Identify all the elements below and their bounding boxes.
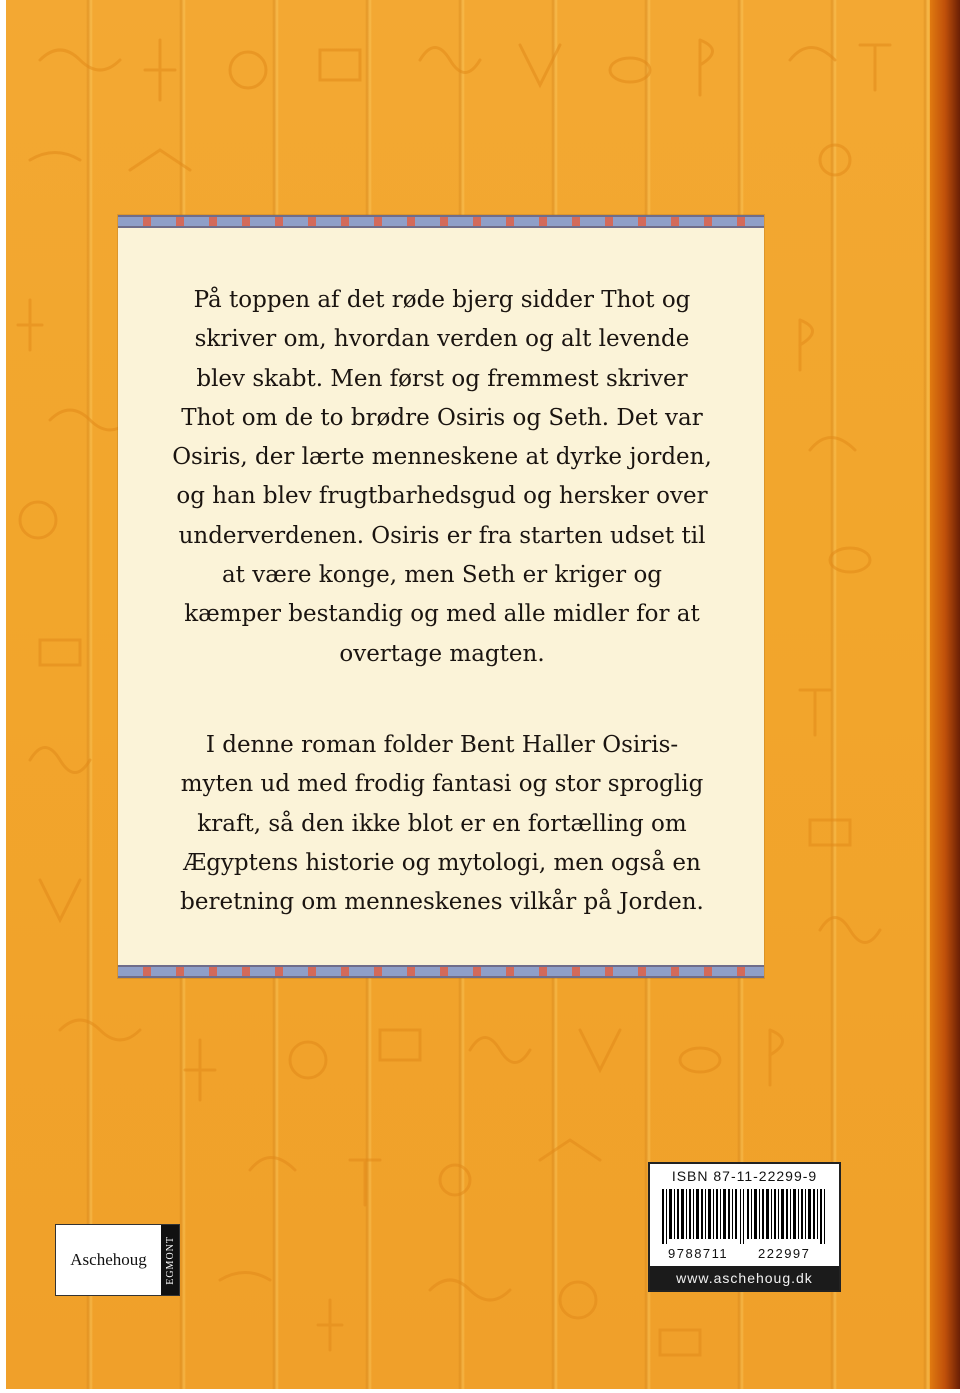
isbn-barcode-block: [648, 1162, 841, 1292]
ean-digits: [650, 1244, 839, 1266]
publisher-logo: [55, 1224, 180, 1296]
cover-edge-left: [0, 0, 6, 1393]
publisher-website: www.aschehoug.dk: [650, 1266, 839, 1290]
cover-edge-bottom: [0, 1389, 960, 1393]
blurb-paragraph-2: I denne roman folder Bent Haller Osiris-myten ud med frodig fantasi og stor sproglig kraft, så den ikke blot er en fortælling om Ægyptens historie og mytologi, men også en beretning om menneskenes vilkår på Jorden.: [180, 732, 704, 916]
blurb-panel: [118, 215, 764, 978]
imprint-text: EGMONT: [164, 1235, 176, 1285]
barcode-icon: [654, 1189, 835, 1244]
publisher-name: Aschehoug: [70, 1250, 147, 1269]
ean-left-digits: 9788711: [668, 1246, 729, 1261]
spine-edge: [930, 0, 960, 1393]
imprint-label: [161, 1225, 179, 1295]
ean-right-digits: 222997: [758, 1246, 811, 1261]
decorative-border-bottom: [118, 965, 764, 978]
isbn-label: ISBN 87-11-22299-9: [671, 1168, 818, 1184]
blurb-paragraph-1: På toppen af det røde bjerg sidder Thot og skriver om, hvordan verden og alt levende blev skabt. Men først og fremmest skriver Thot om de to brødre Osiris og Seth. Det var Osiris, der lærte menneskene at dyrke jorden, og han blev frugtbarhedsgud og hersker over underverdenen. Osiris er fra starten udset til at være konge, men Seth er kriger og kæmper bestandig og med alle midler for at overtage magten.: [172, 287, 712, 667]
decorative-border-top: [118, 215, 764, 228]
